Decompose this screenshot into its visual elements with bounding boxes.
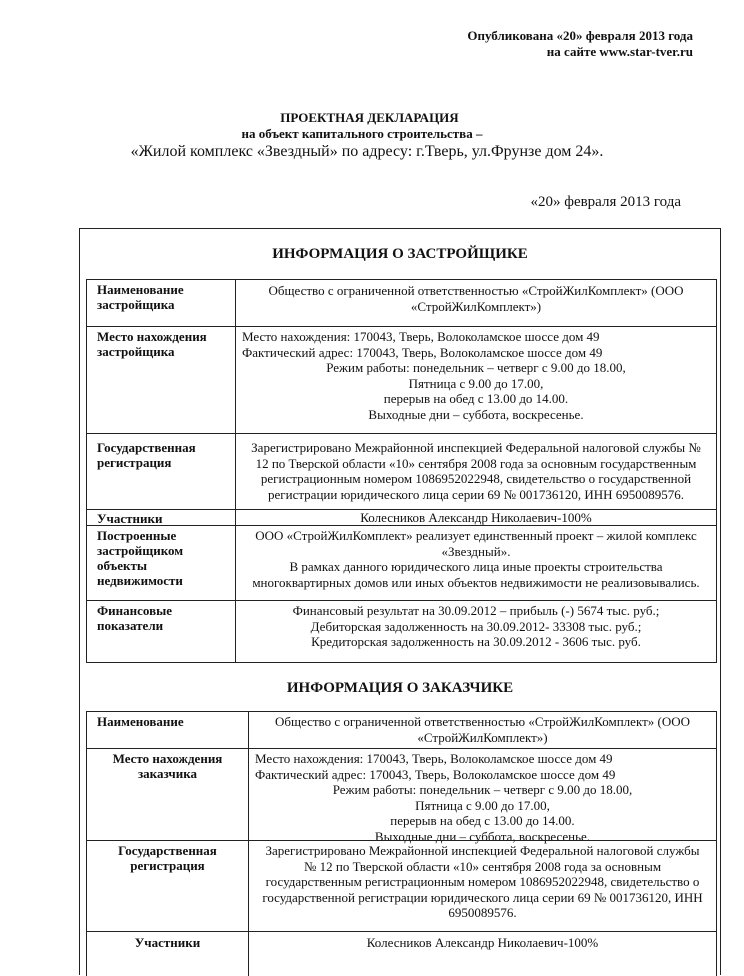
row-label: Участники	[87, 932, 249, 976]
row-value: Финансовый результат на 30.09.2012 – прибыль (-) 5674 тыс. руб.; Дебиторская задолженность на 30.09.2012- 33308 тыс. руб.; Кредиторская задолженность на 30.09.2012 - 3606 тыс. руб.	[292, 603, 660, 649]
developer-section-heading: ИНФОРМАЦИЯ О ЗАСТРОЙЩИКЕ	[272, 246, 528, 262]
row-value: Зарегистрировано Межрайонной инспекцией Федеральной налоговой службы № 12 по Тверской области «10» сентября 2008 года за основным государственным регистрационным номером 1086952022948, свидетельство о государственной регистрации юридического лица серии 69 № 001736120, ИНН 6950089576.	[251, 440, 701, 502]
row-label: Участники	[87, 510, 236, 526]
developer-registration-row	[86, 433, 717, 510]
customer-section-heading: ИНФОРМАЦИЯ О ЗАКАЗЧИКЕ	[286, 680, 514, 696]
developer-finance-row	[86, 600, 717, 663]
row-label: Финансовые показатели	[87, 601, 236, 662]
row-label: Место нахождения застройщика	[87, 327, 236, 434]
row-value: Место нахождения: 170043, Тверь, Волоколамское шоссе дом 49 Фактический адрес: 170043, Тверь, Волоколамское шоссе дом 49 Режим работы: понедельник – четверг с 9.00 до 18.00, Пятница с 9.00 до 17.00, перерыв на обед с 13.00 до 14.00. Выходные дни – суббота, воскресенье.	[255, 751, 633, 844]
declaration-title: ПРОЕКТНАЯ ДЕКЛАРАЦИЯ	[280, 110, 459, 125]
row-label: Государственная регистрация	[87, 841, 249, 932]
row-label: Наименование застройщика	[87, 280, 236, 327]
declaration-subtitle: на объект капитального строительства –	[241, 126, 483, 141]
customer-name-row	[86, 711, 717, 749]
publication-site: на сайте www.star-tver.ru	[546, 44, 693, 59]
row-value: Колесников Александр Николаевич-100%	[366, 935, 599, 950]
declaration-table	[79, 228, 721, 975]
developer-participants-row	[86, 509, 717, 526]
row-label: Место нахождения заказчика	[87, 749, 249, 841]
developer-projects-row	[86, 525, 717, 601]
developer-location-row	[86, 326, 717, 434]
row-value: Зарегистрировано Межрайонной инспекцией Федеральной налоговой службы № 12 по Тверской области «10» сентября 2008 года за основным государственным регистрационным номером 1086952022948, свидетельство о государственной регистрации юридического лица серии 69 № 001736120, ИНН 6950089576.	[262, 843, 703, 920]
publication-note	[440, 28, 693, 60]
row-label: Наименование	[87, 712, 249, 749]
declaration-date: «20» февраля 2013 года	[530, 194, 681, 210]
publication-date: Опубликована «20» февраля 2013 года	[467, 28, 693, 43]
row-value: Колесников Александр Николаевич-100%	[360, 510, 592, 525]
customer-location-row	[86, 748, 717, 844]
row-label: Построенные застройщиком объекты недвижимости	[87, 526, 236, 601]
row-label: Государственная регистрация	[87, 434, 236, 510]
customer-participants-row	[86, 931, 717, 976]
customer-registration-row	[86, 840, 717, 932]
declaration-header	[0, 110, 744, 162]
row-value: Общество с ограниченной ответственностью «СтройЖилКомплект» (ООО «СтройЖилКомплект»)	[268, 283, 684, 314]
row-value: Общество с ограниченной ответственностью «СтройЖилКомплект» (ООО «СтройЖилКомплект»)	[274, 714, 691, 745]
row-value: Место нахождения: 170043, Тверь, Волоколамское шоссе дом 49 Фактический адрес: 170043, Тверь, Волоколамское шоссе дом 49 Режим работы: понедельник – четверг с 9.00 до 18.00, Пятница с 9.00 до 17.00, перерыв на обед с 13.00 до 14.00. Выходные дни – суббота, воскресенье.	[242, 329, 626, 422]
developer-name-row	[86, 279, 717, 327]
row-value: ООО «СтройЖилКомплект» реализует единственный проект – жилой комплекс «Звездный». В рамках данного юридического лица иные проекты строительства многоквартирных домов или иных объектов недвижимости не реализовывались.	[252, 528, 700, 590]
declaration-object: «Жилой комплекс «Звездный» по адресу: г.Тверь, ул.Фрунзе дом 24».	[130, 143, 604, 160]
